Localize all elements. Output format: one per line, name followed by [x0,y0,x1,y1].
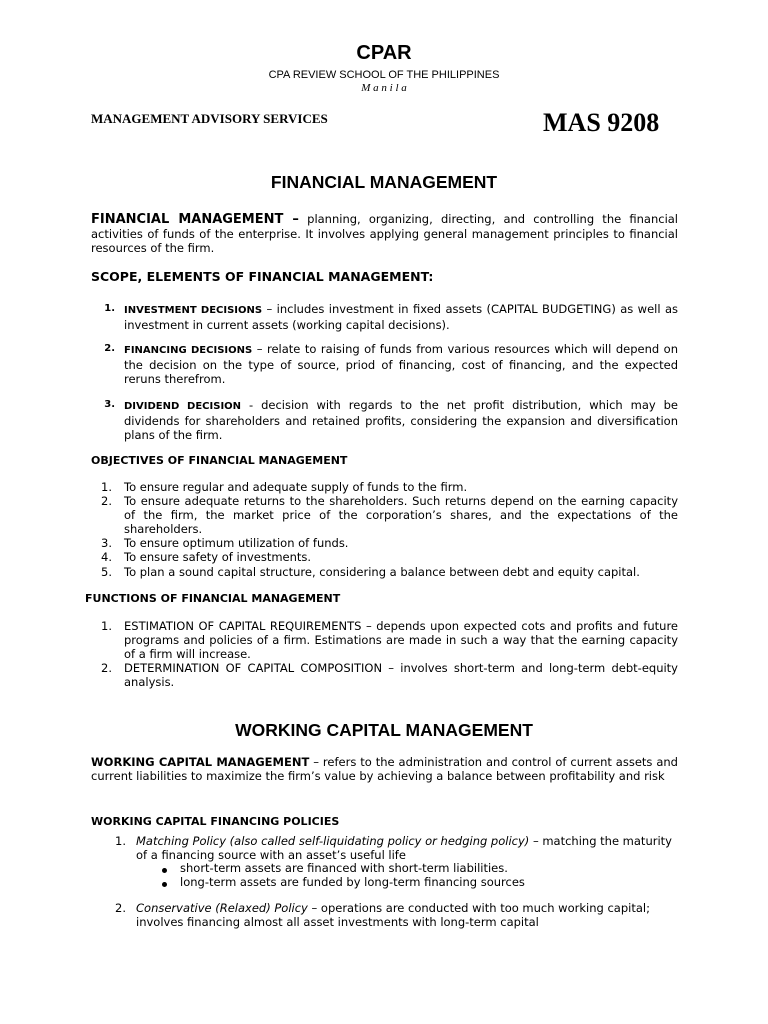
scope-item-body [124,342,678,386]
document-title: CPAR [356,42,412,64]
section-heading-working-capital-management: WORKING CAPITAL MANAGEMENT [235,720,533,740]
objective-text: To plan a sound capital structure, considering a balance between debt and equity capital. [124,565,640,579]
scope-item-term: INVESTMENT DECISIONS [124,305,263,316]
objective-text: To ensure regular and adequate supply of funds to the firm. [124,480,468,494]
fm-definition-text: planning, organizing, directing, and controlling the financial activities of funds of the enterprise. It involves applying general management principles to financial resources of the firm. [91,212,679,255]
objective-text: To ensure safety of investments. [124,550,312,564]
section-heading-financial-management: FINANCIAL MANAGEMENT [270,172,498,192]
functions-heading: FUNCTIONS OF FINANCIAL MANAGEMENT [85,592,341,605]
scope-item-body [124,398,678,442]
scope-item-number: 2. [104,343,115,354]
policy-body [136,901,680,929]
scope-item-number: 1. [104,303,115,314]
objective-number: 5. [101,565,112,579]
wcm-definition [91,755,678,783]
fm-definition [91,212,678,255]
scope-item-text: – relate to raising of funds from various resources which will depend on the decision on the type of source, priod of financing, cost of financing, and the expected reruns therefrom. [124,342,679,386]
bullet-icon [162,882,167,887]
policy-text: – operations are conducted with too much working capital; involves financing almost all asset investments with long-term capital [136,901,650,929]
policy-term: Conservative (Relaxed) Policy [136,901,308,915]
objectives-heading: OBJECTIVES OF FINANCIAL MANAGEMENT [91,454,348,467]
scope-item-term: DIVIDEND DECISION [124,401,242,412]
policy-term: Matching Policy (also called self-liquidating policy or hedging policy) [136,834,530,848]
scope-item-text: – includes investment in fixed assets (CAPITAL BUDGETING) as well as investment in current assets (working capital decisions). [124,302,679,332]
policy-bullet: short-term assets are financed with short-term liabilities. [180,861,508,875]
school-name: CPA REVIEW SCHOOL OF THE PHILIPPINES [268,69,500,81]
objective-number: 1. [101,480,112,494]
objective-text: To ensure optimum utilization of funds. [124,536,349,550]
code-number: 9208 [607,108,660,137]
scope-item-text: - decision with regards to the net profit distribution, which may be dividends for shareholders and retained profits, considering the expansion and diversification plans of the firm. [124,398,679,442]
policy-body [136,834,680,862]
policy-number: 2. [115,901,126,915]
policies-heading: WORKING CAPITAL FINANCING POLICIES [91,815,340,828]
function-text: ESTIMATION OF CAPITAL REQUIREMENTS – depends upon expected cots and profits and future programs and policies of a firm. Estimations are made in such a way that the earning capacity of a firm will increase. [124,619,678,661]
function-number: 2. [101,661,112,675]
function-number: 1. [101,619,112,633]
scope-item-body [124,302,678,332]
wcm-definition-text: – refers to the administration and control of current assets and current liabilities to maximize the firm’s value by achieving a balance between profitability and risk [91,755,678,783]
policy-text: – matching the maturity of a financing source with an asset’s useful life [136,834,672,862]
function-text: DETERMINATION OF CAPITAL COMPOSITION – involves short-term and long-term debt-equity analysis. [124,661,678,689]
school-city: M a n i l a [361,82,407,94]
policy-number: 1. [115,834,126,848]
fm-definition-term: FINANCIAL MANAGEMENT – [91,212,299,227]
policy-bullet: long-term assets are funded by long-term financing sources [180,875,525,889]
document-code [543,108,659,138]
subject-name: MANAGEMENT ADVISORY SERVICES [91,111,328,126]
bullet-icon [162,868,167,873]
scope-item-term: FINANCING DECISIONS [124,345,253,356]
objective-number: 2. [101,494,112,508]
objective-text: To ensure adequate returns to the shareholders. Such returns depend on the earning capacity of the firm, the market price of the corporation’s shares, and the expectations of the shareholders. [124,494,678,536]
objective-number: 3. [101,536,112,550]
scope-item-number: 3. [104,399,115,410]
objective-number: 4. [101,550,112,564]
wcm-definition-term: WORKING CAPITAL MANAGEMENT [91,755,310,769]
scope-heading: SCOPE, ELEMENTS OF FINANCIAL MANAGEMENT: [91,269,434,284]
code-prefix: MAS [543,108,601,137]
